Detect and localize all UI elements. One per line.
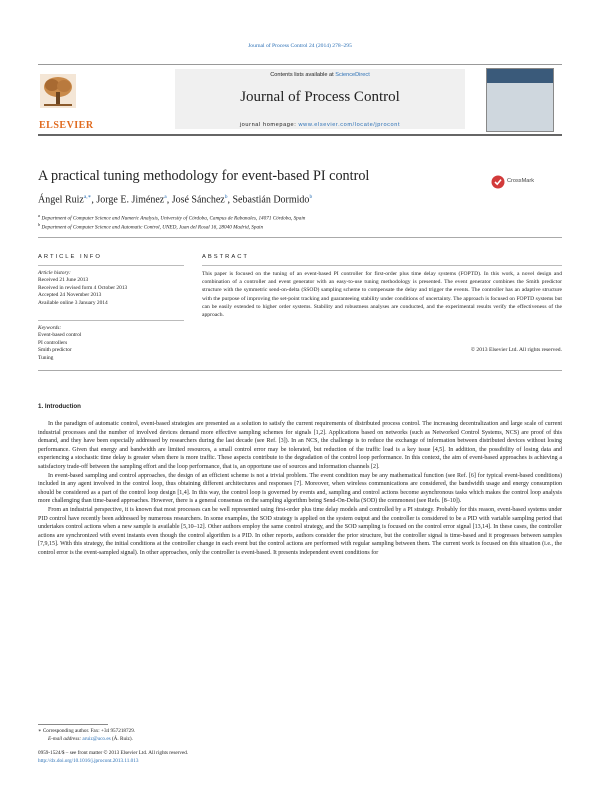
keywords xyxy=(38,325,188,362)
journal-masthead xyxy=(38,64,562,136)
author-name: José Sánchez xyxy=(171,194,225,206)
abstract-heading: ABSTRACT xyxy=(202,254,249,260)
footnote-divider xyxy=(38,724,108,725)
keyword: Smith predictor xyxy=(38,347,72,354)
homepage-prefix: journal homepage: xyxy=(239,122,299,128)
author-sup[interactable]: b xyxy=(309,194,313,200)
doi-link[interactable]: http://dx.doi.org/10.1016/j.jprocont.2013.11.013 xyxy=(38,758,139,764)
divider xyxy=(38,237,562,238)
divider xyxy=(202,265,562,266)
author-name: Jorge E. Jiménez xyxy=(96,194,165,206)
author-sup[interactable]: a,∗ xyxy=(83,194,92,200)
crossmark-label: CrossMark xyxy=(507,178,535,184)
contents-prefix: Contents lists available at xyxy=(270,72,336,78)
author-sup[interactable]: a xyxy=(164,194,167,200)
journal-title: Journal of Process Control xyxy=(240,89,400,105)
paragraph: From an industrial perspective, it is known that most processes can be well represented using first-order plus time delay models and controlled by a PI strategy. Probably for this reason, event-based systems under PID control have recently been addressed by numerous researchers. In some examples, the SOD strategy is applied on the system output and the controller is considered to be a PID with variable sampling period that undertakes control actions when a new sample is available [5,10–12]. Other authors employ the same control strategy, and the SOD sampling is focused on the control error signal [13,14]. In these cases, the controller actions are synchronized with event instants even though the control algorithm is a PID. In other reports, authors consider the prior structure, but the controller signal is time-based and it progresses between samples [7,9,15]. With this strategy, the initial conditions at the controller change in each event but the control actions are performed with regular sampling between them. The current work is focused on this situation (i.e., the control error is the event-sampled signal). In other approaches, only the controller is event-based. It presents independent event conditions for xyxy=(38,506,562,556)
contents-line xyxy=(175,72,465,78)
history-item: Accepted 24 November 2013 xyxy=(38,292,102,299)
cover-band xyxy=(487,69,553,83)
history-label: Article history: xyxy=(38,270,71,276)
affiliation-text: Department of Computer Science and Numeric Analysis, University of Córdoba, Campus de Rabanales, 14071 Córdoba, Spain xyxy=(41,215,306,222)
keywords-label: Keywords: xyxy=(38,325,62,331)
elsevier-tree-logo xyxy=(40,74,76,108)
email-link[interactable]: aruiz@uco.es xyxy=(82,736,111,742)
paragraph: In event-based sampling and control approaches, the design of an efficient scheme is not a trivial problem. The event condition may be any mathematical function (see Ref. [6] for typical event-based conditions) included in any agent involved in the control loop, thus obtaining different architectures and responses [7]. Moreover, when wireless communications are considered, the bandwidth usage and energy consumption should be considered as a part of the control loop design [1,4]. In this way, the control loop is governed by events and, sampling and control actions become asynchronous tasks which makes the control loop analysis more challenging than time-based approaches. However, there is a general consensus on the sampling algorithm being Send-On-Delta (SOD) the commonest (see Refs. [8–10]). xyxy=(38,472,562,505)
article-title: A practical tuning methodology for event-based PI control xyxy=(38,168,370,184)
affiliation-sup: b xyxy=(38,222,41,227)
history-item: Received in revised form 4 October 2013 xyxy=(38,284,128,291)
divider xyxy=(38,265,184,266)
history-item: Received 21 June 2013 xyxy=(38,277,89,284)
affiliation xyxy=(38,222,263,231)
masthead-banner xyxy=(175,69,465,129)
intro-body xyxy=(38,420,562,558)
corresponding-author-note: ∗ Corresponding author. Fax: +34 957218729. xyxy=(38,728,136,734)
history-item: Available online 3 January 2014 xyxy=(38,299,108,306)
keyword: Event-based control xyxy=(38,332,82,339)
homepage-link[interactable]: www.elsevier.com/locate/jprocont xyxy=(298,122,401,128)
affiliation-text: Department of Computer Science and Automatic Control, UNED, Juan del Rosal 16, 28040 Madrid, Spain xyxy=(41,224,264,231)
journal-cover-image xyxy=(486,68,554,132)
article-info-heading: ARTICLE INFO xyxy=(38,254,102,260)
section-heading: 1. Introduction xyxy=(38,403,81,410)
publisher-name: ELSEVIER xyxy=(39,120,94,131)
author-name: Ángel Ruiz xyxy=(38,194,84,206)
keyword: PI controllers xyxy=(38,339,68,346)
affiliation-sup: a xyxy=(38,213,41,218)
affiliation xyxy=(38,213,305,222)
email-suffix: (Á. Ruiz). xyxy=(110,736,133,742)
issn-line: 0959-1524/$ – see front matter © 2013 Elsevier Ltd. All rights reserved. xyxy=(38,750,189,756)
author-name: Sebastián Dormido xyxy=(232,194,310,206)
crossmark-badge[interactable] xyxy=(491,175,557,189)
copyright: © 2013 Elsevier Ltd. All rights reserved. xyxy=(470,347,562,353)
divider xyxy=(38,370,562,371)
email-label: E-mail address: xyxy=(48,736,83,742)
keyword: Tuning xyxy=(38,354,54,361)
journal-homepage xyxy=(175,122,465,128)
sciencedirect-link[interactable]: ScienceDirect xyxy=(335,72,370,78)
article-history xyxy=(38,270,188,307)
author-sup[interactable]: b xyxy=(224,194,228,200)
journal-citation[interactable]: Journal of Process Control 24 (2014) 278–295 xyxy=(248,43,352,49)
divider xyxy=(38,320,184,321)
author-list: Ángel Ruiz$^{a,∗}$, Jorge E. Jiménez$^a$, José Sánchez$^b$, Sebastián Dormido$^b$ xyxy=(38,194,313,206)
crossmark-icon xyxy=(491,175,505,189)
email-note xyxy=(48,736,133,742)
paragraph: In the paradigm of automatic control, event-based strategies are presented as a solution to satisfy the current requirements of distributed process control. The increasing decentralization and large scale of current industrial processes and the number of involved devices demand more effective sampling schemes for signals [1,2]. Applications based on networks (such as Networked Control Systems, NCS) are proof of this demand, and they have been especially addressed by researchers during the last decade (see Ref. [3]). In an NCS, the challenge is to reduce the exchange of information between distributed devices without losing performance. Given that energy and bandwidth are limited resources, a small control error may be tolerated, but reduction of the traffic load is a key issue [4,5]. In addition, the possibility of losing data and experiencing a stochastic time delay is greater when there is more traffic. These aspects contribute to the degradation of the control loop performance. In this context, the aim of event-based approaches is achieving a satisfactory trade-off between the sampling effort and the loop performance, that is, an opportune use of sources and information channels [2]. xyxy=(38,421,562,470)
abstract-text: This paper is focused on the tuning of an event-based PI controller for first-order plus time delay systems (FOPTD). In this work, a novel design and combination of a controller and event generator with an easy-to-use tuning methodology is presented. The event generator combines the Smith predictor structure with the symmetric send-on-delta (SSOD) sampling scheme to compensate the delay and trigger the events. The controller has an adaptive structure with the purpose of improving the set-point tracking and guaranteeing stability under conditions of uncertainty. The approach is focused on FOPTD systems but can be easily extended to higher order systems. Stability and robustness analyses are conducted, and the experimental results verify the effectiveness of the approach. xyxy=(202,271,562,319)
